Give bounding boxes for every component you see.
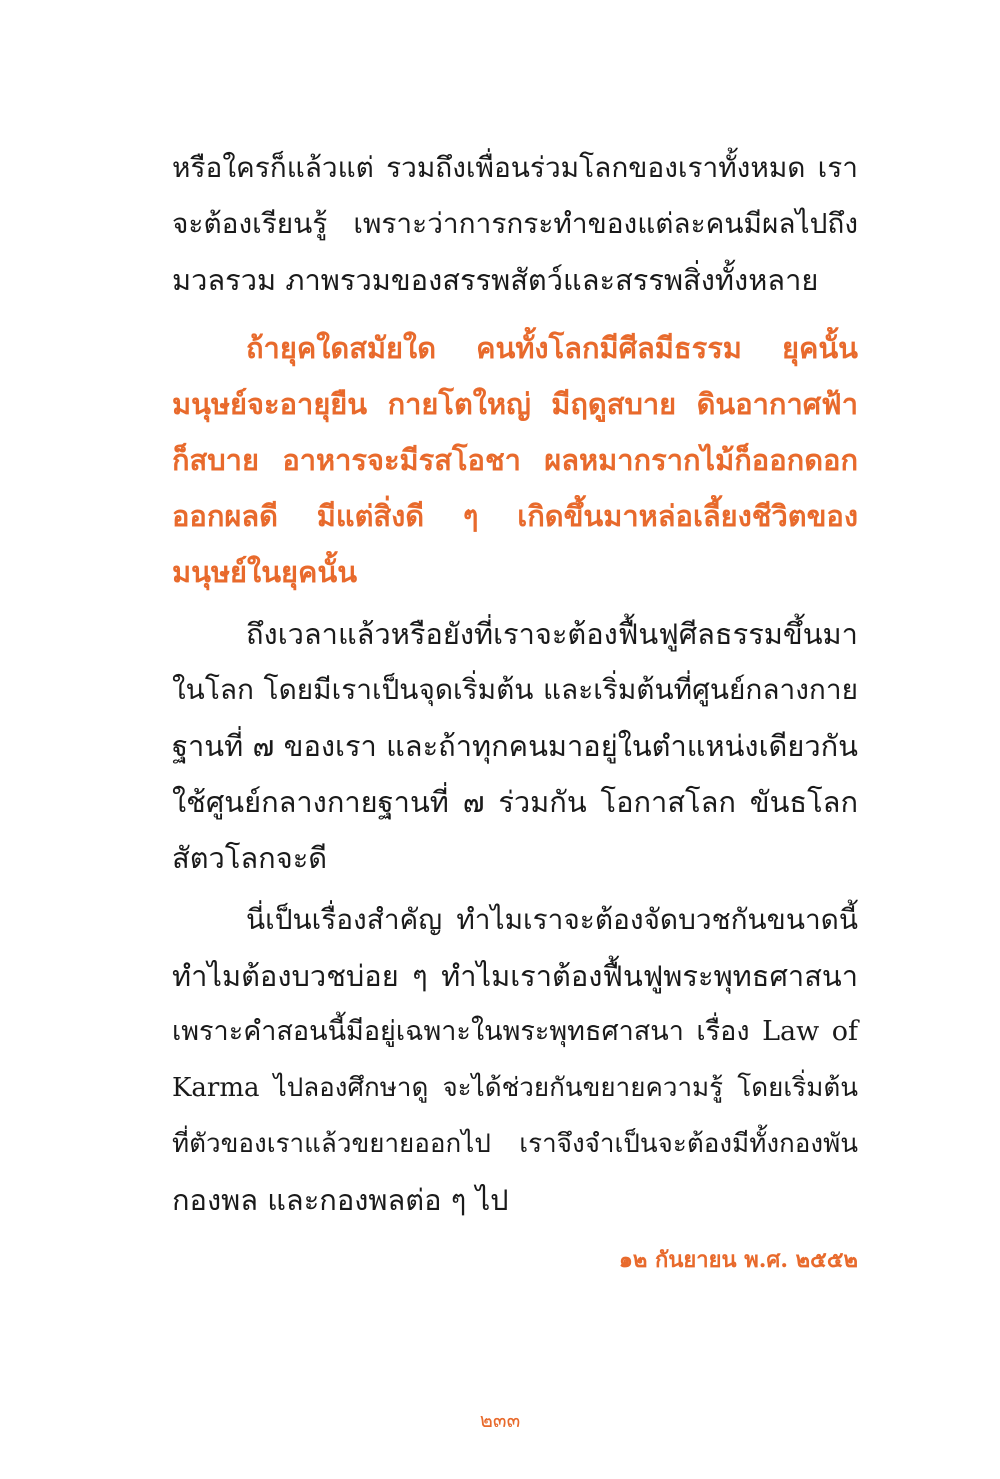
paragraph-line: นี่เป็นเรื่องสำคัญ ทำไมเราจะต้องจัดบวชกันขนาดนี้	[246, 903, 858, 936]
paragraph-line: หรือใครก็แล้วแต่ รวมถึงเพื่อนร่วมโลกของเราทั้งหมด เรา	[172, 151, 858, 184]
paragraph-line: ถ้ายุคใดสมัยใด คนทั้งโลกมีศีลมีธรรม ยุคนั้น	[246, 331, 858, 365]
paragraph-line: Karma ไปลองศึกษาดู จะได้ช่วยกันขยายความรู้ โดยเริ่มต้น	[172, 1073, 858, 1103]
paragraph-line: ใช้ศูนย์กลางกายฐานที่ ๗ ร่วมกัน โอกาสโลก ขันธโลก	[172, 785, 858, 819]
paragraph-line: มนุษย์จะอายุยืน กายโตใหญ่ มีฤดูสบาย ดินอากาศฟ้า	[172, 387, 858, 421]
paragraph-line: ทำไมต้องบวชบ่อย ๆ ทำไมเราต้องฟื้นฟูพระพุทธศาสนา	[172, 959, 858, 993]
paragraph-line: ที่ตัวของเราแล้วขยายออกไป เราจึงจำเป็นจะต้องมีทั้งกองพัน	[172, 1129, 858, 1159]
paragraph-continuation	[172, 140, 858, 308]
paragraph	[172, 892, 858, 1228]
paragraph-line: ฐานที่ ๗ ของเรา และถ้าทุกคนมาอยู่ในตำแหน่งเดียวกัน	[172, 729, 858, 763]
page-number: ๒๓๓	[479, 1408, 521, 1432]
paragraph-line: ก็สบาย อาหารจะมีรสโอชา ผลหมากรากไม้ก็ออกดอก	[172, 443, 858, 477]
paragraph-line: ในโลก โดยมีเราเป็นจุดเริ่มต้น และเริ่มต้นที่ศูนย์กลางกาย	[172, 673, 858, 706]
paragraph-line: สัตวโลกจะดี	[172, 841, 328, 875]
highlighted-paragraph	[172, 320, 858, 600]
paragraph-line: มนุษย์ในยุคนั้น	[172, 555, 358, 589]
paragraph-line: ออกผลดี มีแต่สิ่งดี ๆ เกิดขึ้นมาหล่อเลี้ยงชีวิตของ	[172, 499, 858, 533]
paragraph	[172, 606, 858, 886]
paragraph-line: กองพล และกองพลต่อ ๆ ไป	[172, 1183, 509, 1217]
paragraph-line: จะต้องเรียนรู้ เพราะว่าการกระทำของแต่ละคนมีผลไปถึง	[172, 207, 858, 240]
paragraph-line: มวลรวม ภาพรวมของสรรพสัตว์และสรรพสิ่งทั้งหลาย	[172, 263, 819, 297]
paragraph-line: ถึงเวลาแล้วหรือยังที่เราจะต้องฟื้นฟูศีลธรรมขึ้นมา	[246, 617, 858, 651]
paragraph-line: เพราะคำสอนนี้มีอยู่เฉพาะในพระพุทธศาสนา เรื่อง Law of	[172, 1016, 858, 1047]
date-line: ๑๒ กันยายน พ.ศ. ๒๕๕๒	[618, 1247, 858, 1273]
